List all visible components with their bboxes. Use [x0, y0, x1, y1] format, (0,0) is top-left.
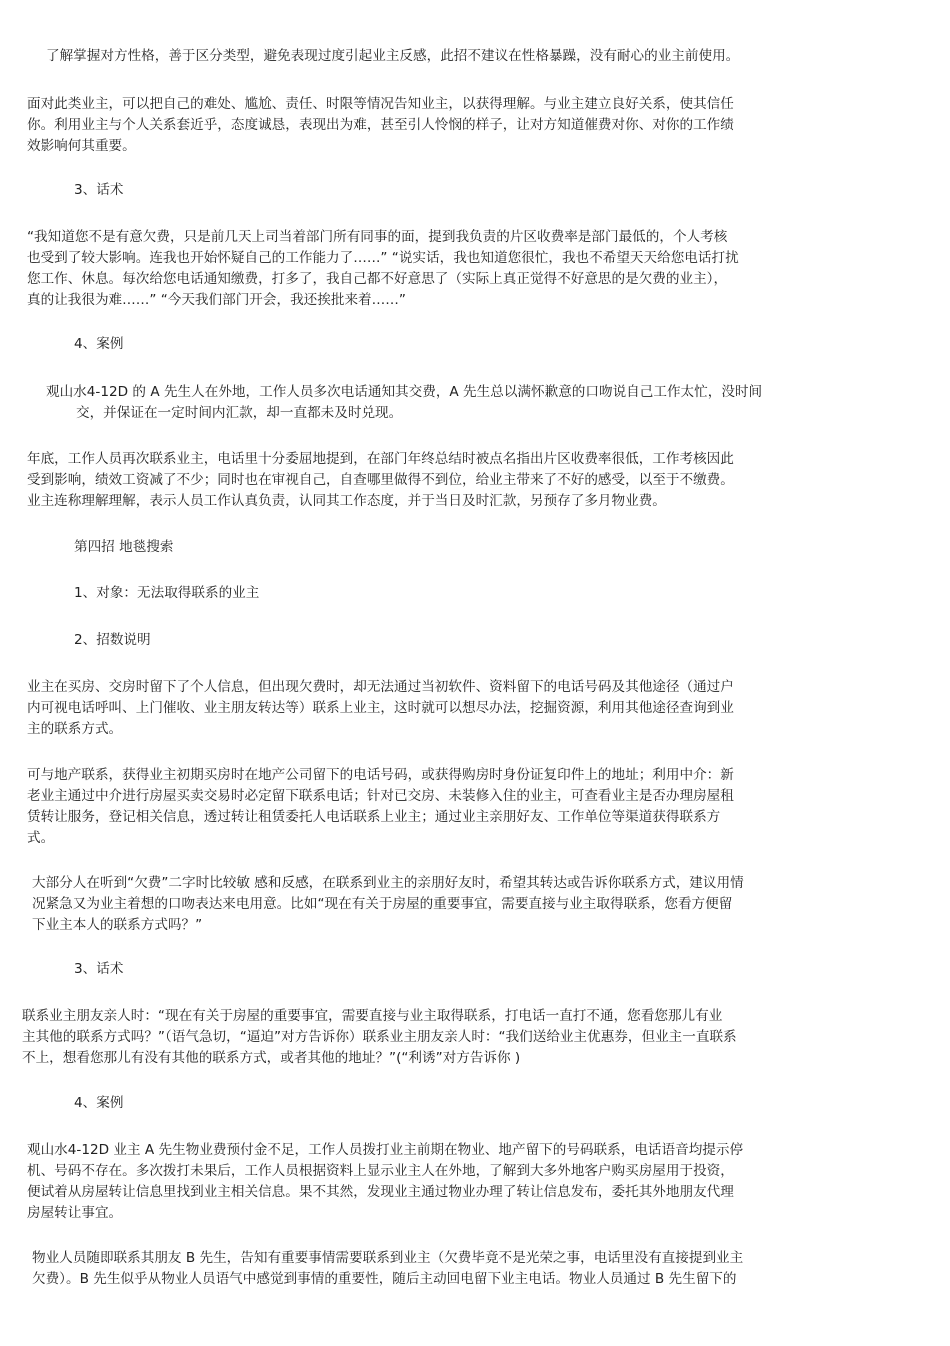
- text-line: 赁转让服务，登记相关信息，透过转让租赁委托人电话联系上业主；通过业主亲朋好友、工作单位等渠道获得联系方: [27, 809, 721, 825]
- paragraph-2: [27, 94, 734, 157]
- paragraph-5: [27, 449, 734, 512]
- text-line: 真的让我很为难……” “今天我们部门开会，我还挨批来着……”: [27, 292, 406, 308]
- text-line: 欠费）。B 先生似乎从物业人员语气中感觉到事情的重要性，随后主动回电留下业主电话。物业人员通过 B 先生留下的: [32, 1271, 737, 1287]
- paragraph-11: [32, 1248, 743, 1290]
- section-heading: [74, 334, 123, 355]
- section-heading: [74, 537, 173, 558]
- text-line: 下业主本人的联系方式吗？”: [32, 917, 203, 933]
- text-line: 不上，想看您那儿有没有其他的联系方式，或者其他的地址？”(“利诱”对方告诉你 ): [22, 1050, 521, 1066]
- text-line: 年底，工作人员再次联系业主，电话里十分委屈地提到，在部门年终总结时被点名指出片区收费率很低，工作考核因此: [27, 451, 734, 467]
- section-heading: [74, 1093, 123, 1114]
- text-line: 了解掌握对方性格，善于区分类型，避免表现过度引起业主反感，此招不建议在性格暴躁，没有耐心的业主前使用。: [46, 48, 740, 64]
- heading-text: 2、招数说明: [74, 632, 151, 648]
- text-line: 效影响何其重要。: [27, 138, 136, 154]
- heading-text: 1、对象：无法取得联系的业主: [74, 585, 260, 601]
- text-line: 业主在买房、交房时留下了个人信息，但出现欠费时，却无法通过当初软件、资料留下的电话号码及其他途径（通过户: [27, 679, 734, 695]
- text-line: 式。: [27, 830, 55, 846]
- paragraph-1: [46, 46, 739, 67]
- text-line: 受到影响，绩效工资减了不少；同时也在审视自己，自查哪里做得不到位，给业主带来了不好的感受，以至于不缴费。: [27, 472, 734, 488]
- paragraph-6: [27, 677, 734, 740]
- heading-text: 3、话术: [74, 961, 124, 977]
- text-line: 便试着从房屋转让信息里找到业主相关信息。果不其然，发现业主通过物业办理了转让信息发布，委托其外地朋友代理: [27, 1184, 734, 1200]
- section-heading: [74, 630, 151, 651]
- text-line: 况紧急又为业主着想的口吻表达来电用意。比如“现在有关于房屋的重要事宜，需要直接与业主取得联系，您看方便留: [32, 896, 733, 912]
- section-heading: [74, 583, 259, 604]
- text-line: 主的联系方式。: [27, 721, 123, 737]
- text-line: 您工作、休息。每次给您电话通知缴费，打多了，我自己都不好意思了（实际上真正觉得不好意思的是欠费的业主），: [27, 271, 728, 287]
- section-heading: [74, 180, 123, 201]
- heading-text: 3、话术: [74, 182, 124, 198]
- paragraph-7: [27, 765, 734, 849]
- text-line: 物业人员随即联系其朋友 B 先生，告知有重要事情需要联系到业主（欠费毕竟不是光荣之事，电话里没有直接提到业主: [32, 1250, 744, 1266]
- text-line: 内可视电话呼叫、上门催收、业主朋友转达等）联系上业主，这时就可以想尽办法，挖掘资源，利用其他途径查询到业: [27, 700, 734, 716]
- text-line: 业主连称理解理解，表示人员工作认真负责，认同其工作态度，并于当日及时汇款，另预存了多月物业费。: [27, 493, 666, 509]
- paragraph-8: [32, 873, 744, 936]
- text-line: 主其他的联系方式吗？”（语气急切，“逼迫”对方告诉你）联系业主朋友亲人时：“我们送给业主优惠券，但业主一直联系: [22, 1029, 737, 1045]
- text-line: 面对此类业主，可以把自己的难处、尴尬、责任、时限等情况告知业主，以获得理解。与业主建立良好关系，使其信任: [27, 96, 734, 112]
- text-line: 交，并保证在一定时间内汇款，却一直都未及时兑现。: [76, 405, 403, 421]
- heading-text: 4、案例: [74, 1095, 124, 1111]
- text-line: 你。利用业主与个人关系套近乎，态度诚恳，表现出为难，甚至引人怜悯的样子，让对方知道催费对你、对你的工作绩: [27, 117, 734, 133]
- text-line: 房屋转让事宜。: [27, 1205, 123, 1221]
- text-line: 观山水4-12D 的 A 先生人在外地，工作人员多次电话通知其交费，A 先生总以满怀歉意的口吻说自己工作太忙，没时间: [46, 384, 763, 400]
- text-line: 老业主通过中介进行房屋买卖交易时必定留下联系电话；针对已交房、未装修入住的业主，可查看业主是否办理房屋租: [27, 788, 734, 804]
- text-line: “我知道您不是有意欠费，只是前几天上司当着部门所有同事的面，提到我负责的片区收费率是部门最低的，个人考核: [27, 229, 728, 245]
- text-line: 可与地产联系，获得业主初期买房时在地产公司留下的电话号码，或获得购房时身份证复印件上的地址；利用中介：新: [27, 767, 734, 783]
- paragraph-4: [46, 382, 762, 424]
- paragraph-9: [22, 1006, 737, 1069]
- text-line: 也受到了较大影响。连我也开始怀疑自己的工作能力了……” “说实话，我也知道您很忙，我也不希望天天给您电话打扰: [27, 250, 739, 266]
- text-line: 大部分人在听到“欠费”二字时比较敏 感和反感，在联系到业主的亲朋好友时，希望其转达或告诉你联系方式，建议用情: [32, 875, 744, 891]
- text-line: 联系业主朋友亲人时：“现在有关于房屋的重要事宜，需要直接与业主取得联系，打电话一直打不通，您看您那儿有业: [22, 1008, 723, 1024]
- heading-text: 第四招 地毯搜索: [74, 539, 174, 555]
- text-line: 机、号码不存在。多次拨打未果后，工作人员根据资料上显示业主人在外地，了解到大多外地客户购买房屋用于投资，: [27, 1163, 734, 1179]
- paragraph-3: [27, 227, 739, 311]
- heading-text: 4、案例: [74, 336, 124, 352]
- text-line: 观山水4-12D 业主 A 先生物业费预付金不足，工作人员拨打业主前期在物业、地产留下的号码联系，电话语音均提示停: [27, 1142, 744, 1158]
- paragraph-10: [27, 1140, 743, 1224]
- section-heading: [74, 959, 123, 980]
